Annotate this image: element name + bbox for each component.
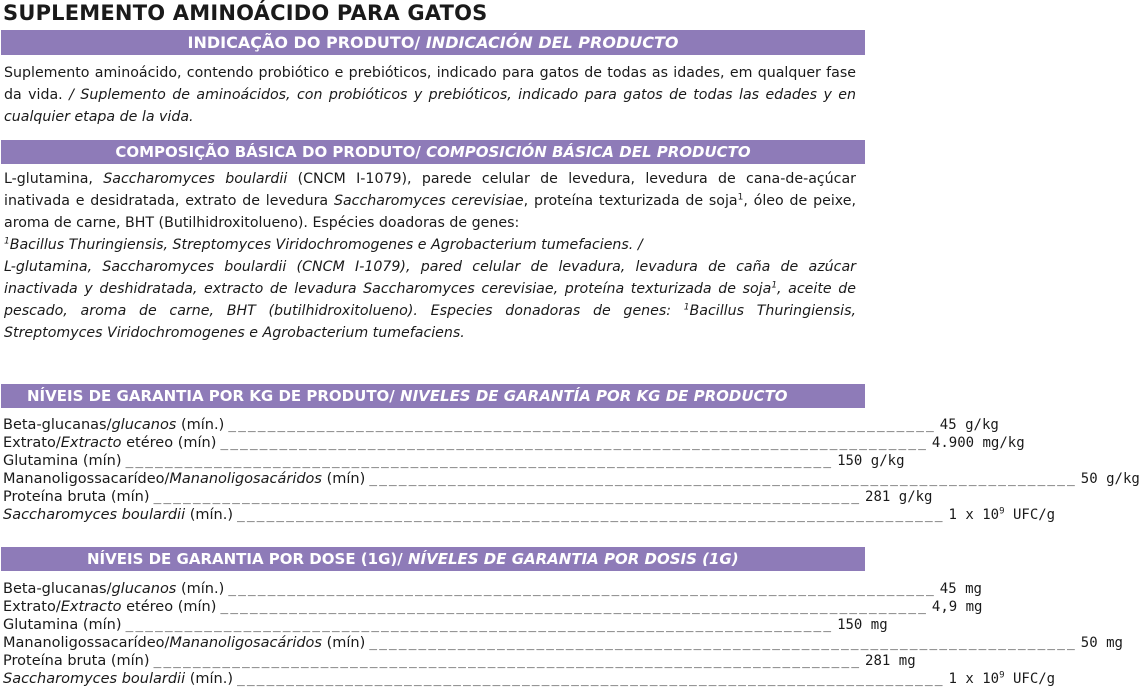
row-label: Glutamina (mín)	[3, 453, 122, 469]
comp-pt: (CNCM I-1079), parede celular de levedura, levedura de cana-de-açúcar inativada e desidratada, extrato de levedura	[4, 171, 857, 209]
header-pt: NÍVEIS DE GARANTIA POR KG DE PRODUTO/	[27, 387, 395, 405]
comp-pt-italic: Saccharomyces cerevisiae	[333, 193, 524, 209]
row-value: 45 mg	[939, 581, 982, 597]
table-row	[3, 452, 905, 470]
row-value: 4,9 mg	[931, 599, 983, 615]
footnote-mark: 1	[683, 302, 690, 313]
leader-line: ________________________________________________________________________	[237, 672, 945, 687]
header-es: INDICACIÓN DEL PRODUCTO	[425, 33, 679, 52]
niveis-kg-table	[3, 416, 1140, 524]
header-pt: INDICAÇÃO DO PRODUTO/	[187, 33, 421, 52]
leader-line: ________________________________________________________________________	[369, 472, 1077, 487]
row-label: Proteína bruta (mín)	[3, 489, 150, 505]
row-label: Beta-glucanas/glucanos (mín.)	[3, 581, 225, 597]
row-value: 1 x $10^9$ UFC/g	[948, 670, 1056, 687]
footnote-mark: 1	[771, 280, 778, 291]
footnote-mark: 1	[737, 192, 744, 203]
comp-pt-italic: Bacillus Thuringiensis, Streptomyces Viridochromogenes e Agrobacterium tumefaciens. /	[9, 237, 643, 253]
table-row	[3, 670, 1056, 688]
section-header-niveis-dose	[1, 547, 865, 571]
indicacao-es: / Suplemento de aminoácidos, con probióticos y prebióticos, indicado para gatos de todas las edades y en cualquier etapa de la vida.	[4, 87, 856, 125]
row-label: Glutamina (mín)	[3, 617, 122, 633]
leader-line: ________________________________________________________________________	[125, 618, 834, 633]
row-value: 50 mg	[1080, 635, 1123, 651]
indicacao-pt: Suplemento aminoácido, contendo probiótico e prebióticos, indicado para gatos de todas as idades, em qualquer fase da vida.	[4, 65, 856, 103]
table-row	[3, 580, 982, 598]
row-label: Saccharomyces boulardii (mín.)	[3, 671, 233, 687]
row-value: 4.900 mg/kg	[931, 435, 1025, 451]
table-row	[3, 616, 888, 634]
comp-es: Bacillus Thuringiensis, Streptomyces Viridochromogenes e Agrobacterium tumefaciens.	[4, 303, 857, 341]
comp-pt: , proteína texturizada de soja	[523, 193, 738, 209]
row-value: 50 g/kg	[1080, 471, 1140, 487]
comp-pt: , óleo de peixe, aroma de carne, BHT (Butilhidroxitolueno). Espécies doadoras de genes:	[4, 193, 856, 231]
leader-line: ________________________________________________________________________	[153, 490, 862, 505]
section-header-niveis-kg	[1, 384, 865, 408]
row-value: 45 g/kg	[939, 417, 999, 433]
table-row	[3, 416, 999, 434]
table-row	[3, 506, 1056, 524]
table-row	[3, 488, 933, 506]
leader-line: ________________________________________________________________________	[153, 654, 862, 669]
row-value: 1 x $10^9$ UFC/g	[948, 506, 1056, 523]
table-row	[3, 470, 1140, 488]
comp-es: L-glutamina, Saccharomyces boulardii (CNCM I-1079), pared celular de levadura, levadura de caña de azúcar inactivada y deshidratada, extracto de levadura Saccharomyces cerevisiae, proteína texturizada de soja	[4, 259, 856, 297]
table-row	[3, 652, 916, 670]
row-value: 150 mg	[837, 617, 888, 633]
row-label: Extrato/Extracto etéreo (mín)	[3, 435, 217, 451]
header-pt: COMPOSIÇÃO BÁSICA DO PRODUTO/	[115, 143, 421, 161]
row-value: 150 g/kg	[837, 453, 905, 469]
page-title: SUPLEMENTO AMINOÁCIDO PARA GATOS	[3, 1, 488, 25]
section-header-composicao	[1, 140, 865, 164]
composicao-text	[4, 168, 856, 344]
row-label: Extrato/Extracto etéreo (mín)	[3, 599, 217, 615]
leader-line: ________________________________________________________________________	[237, 508, 945, 523]
header-pt: NÍVEIS DE GARANTIA POR DOSE (1G)/	[87, 550, 403, 568]
indicacao-text	[4, 62, 856, 128]
niveis-dose-table	[3, 580, 1123, 688]
leader-line: ________________________________________________________________________	[220, 600, 928, 615]
header-es: NIVELES DE GARANTÍA POR KG DE PRODUCTO	[400, 387, 788, 405]
leader-line: ________________________________________________________________________	[228, 418, 936, 433]
row-label: Mananoligossacarídeo/Mananoligosacáridos (mín)	[3, 635, 366, 651]
comp-pt: L-glutamina,	[4, 171, 93, 187]
table-row	[3, 598, 983, 616]
leader-line: ________________________________________________________________________	[125, 454, 834, 469]
comp-es: , aceite de pescado, aroma de carne, BHT (butilhidroxitolueno). Especies donadoras de genes:	[4, 281, 856, 319]
row-value: 281 mg	[865, 653, 916, 669]
row-label: Proteína bruta (mín)	[3, 653, 150, 669]
table-row	[3, 434, 1025, 452]
row-label: Saccharomyces boulardii (mín.)	[3, 507, 233, 523]
footnote-mark: 1	[4, 236, 10, 247]
row-value: 281 g/kg	[865, 489, 933, 505]
header-es: NÍVELES DE GARANTIA POR DOSIS (1G)	[407, 550, 739, 568]
row-label: Mananoligossacarídeo/Mananoligosacáridos (mín)	[3, 471, 366, 487]
leader-line: ________________________________________________________________________	[369, 636, 1077, 651]
leader-line: ________________________________________________________________________	[228, 582, 936, 597]
section-header-indicacao	[1, 30, 865, 55]
row-label: Beta-glucanas/glucanos (mín.)	[3, 417, 225, 433]
leader-line: ________________________________________________________________________	[220, 436, 928, 451]
table-row	[3, 634, 1123, 652]
comp-pt-italic: Saccharomyces boulardii	[103, 171, 288, 187]
header-es: COMPOSICIÓN BÁSICA DEL PRODUCTO	[426, 143, 751, 161]
